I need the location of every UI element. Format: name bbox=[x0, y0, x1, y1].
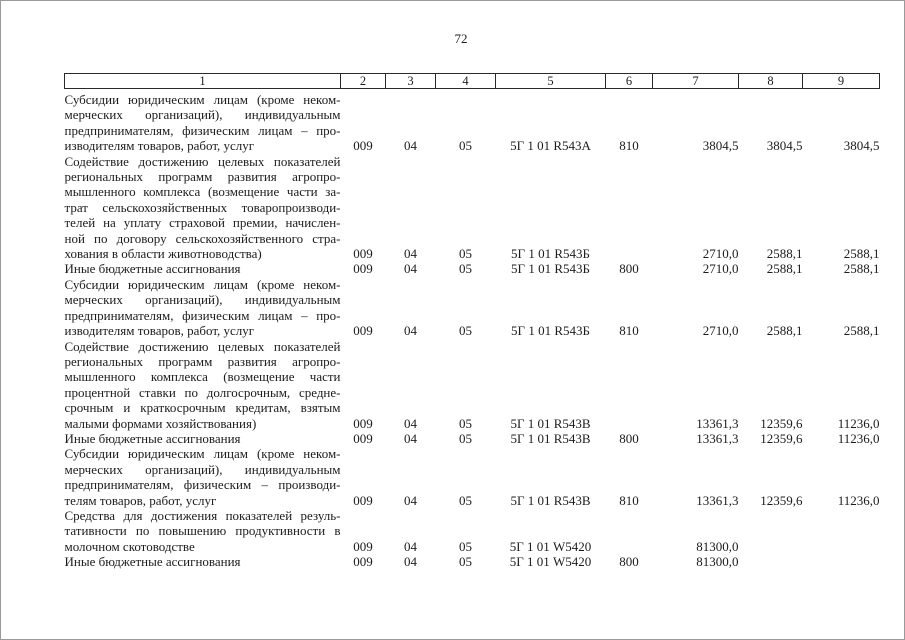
value-cell: 800 bbox=[619, 261, 639, 277]
column-header: 8 bbox=[739, 74, 803, 89]
value-cell: 2710,0 bbox=[702, 261, 739, 277]
value-cell: 810 bbox=[619, 492, 639, 508]
value-cell: 009 bbox=[353, 138, 373, 154]
value-cell: 04 bbox=[404, 415, 417, 431]
value-cell: 5Г 1 01 R543В bbox=[510, 430, 591, 446]
description-cell bbox=[65, 508, 341, 554]
column-header: 3 bbox=[386, 74, 436, 89]
column-header: 5 bbox=[496, 74, 606, 89]
value-cell: 2588,1 bbox=[843, 323, 880, 339]
value-cell bbox=[739, 508, 803, 554]
value-cell: 05 bbox=[459, 415, 472, 431]
description-line: процентной ставки по долгосрочным, средне- bbox=[64, 384, 341, 400]
value-cell: 5Г 1 01 R543Б bbox=[511, 261, 590, 277]
column-header: 9 bbox=[803, 74, 880, 89]
description-line: трат сельскохозяйственных товаропроизводи- bbox=[64, 199, 341, 215]
description-line: Субсидии юридическим лицам (кроме неком- bbox=[64, 446, 341, 462]
description-cell bbox=[65, 554, 341, 569]
description-line: изводителям товаров, работ, услуг bbox=[64, 138, 255, 154]
description-line: хования в области животноводства) bbox=[64, 246, 262, 262]
value-cell: 2588,1 bbox=[843, 261, 880, 277]
value-cell bbox=[606, 339, 653, 431]
value-cell: 2588,1 bbox=[766, 261, 803, 277]
column-header: 6 bbox=[606, 74, 653, 89]
description-line: мышленного комплекса (возмещение части за- bbox=[64, 184, 341, 200]
table-row bbox=[65, 431, 880, 446]
value-cell: 5Г 1 01 W5420 bbox=[509, 554, 592, 570]
value-cell: 3804,5 bbox=[843, 138, 880, 154]
description-line: телей на уплату страховой премии, начислен- bbox=[64, 215, 341, 231]
description-cell bbox=[65, 277, 341, 339]
budget-table bbox=[64, 73, 880, 570]
value-cell: 12359,6 bbox=[760, 430, 803, 446]
table-header-row bbox=[65, 74, 880, 89]
description-line: региональных программ развития агропро- bbox=[64, 353, 341, 369]
description-line: предпринимателям, физическим – производи- bbox=[64, 477, 341, 493]
description-line: мышленного комплекса (возмещение части bbox=[64, 369, 341, 385]
value-cell: 009 bbox=[353, 538, 373, 554]
value-cell: 05 bbox=[459, 246, 472, 262]
value-cell: 009 bbox=[353, 492, 373, 508]
description-line: Средства для достижения показателей резуль- bbox=[64, 507, 341, 523]
value-cell: 2710,0 bbox=[702, 323, 739, 339]
value-cell: 009 bbox=[353, 261, 373, 277]
value-cell: 12359,6 bbox=[760, 492, 803, 508]
value-cell: 81300,0 bbox=[696, 538, 739, 554]
value-cell: 04 bbox=[404, 261, 417, 277]
value-cell: 12359,6 bbox=[760, 415, 803, 431]
description-line: Иные бюджетные ассигнования bbox=[64, 261, 241, 277]
value-cell: 05 bbox=[459, 538, 472, 554]
value-cell: 5Г 1 01 W5420 bbox=[509, 538, 592, 554]
value-cell: 2710,0 bbox=[702, 246, 739, 262]
value-cell: 5Г 1 01 R543Б bbox=[511, 246, 590, 262]
description-line: малыми формами хозяйствования) bbox=[64, 415, 257, 431]
description-line: Субсидии юридическим лицам (кроме неком- bbox=[64, 276, 341, 292]
value-cell: 05 bbox=[459, 323, 472, 339]
description-cell bbox=[65, 431, 341, 446]
value-cell: 11236,0 bbox=[837, 415, 880, 431]
value-cell: 04 bbox=[404, 554, 417, 570]
description-line: Иные бюджетные ассигнования bbox=[64, 430, 241, 446]
value-cell: 04 bbox=[404, 492, 417, 508]
value-cell: 05 bbox=[459, 492, 472, 508]
value-cell: 5Г 1 01 R543В bbox=[510, 415, 591, 431]
value-cell: 05 bbox=[459, 138, 472, 154]
value-cell: 2588,1 bbox=[766, 246, 803, 262]
column-header: 2 bbox=[341, 74, 386, 89]
table-row bbox=[65, 277, 880, 339]
value-cell: 2588,1 bbox=[766, 323, 803, 339]
value-cell: 810 bbox=[619, 323, 639, 339]
value-cell: 3804,5 bbox=[766, 138, 803, 154]
value-cell: 11236,0 bbox=[837, 492, 880, 508]
value-cell: 810 bbox=[619, 138, 639, 154]
description-line: мерческих организаций), индивидуальным bbox=[64, 292, 341, 308]
page-number: 72 bbox=[454, 31, 468, 46]
description-line: мерческих организаций), индивидуальным bbox=[64, 107, 341, 123]
value-cell: 3804,5 bbox=[702, 138, 739, 154]
value-cell: 81300,0 bbox=[696, 554, 739, 570]
value-cell: 800 bbox=[619, 554, 639, 570]
description-line: Содействие достижению целевых показателей bbox=[64, 153, 341, 169]
description-cell bbox=[65, 339, 341, 431]
value-cell: 04 bbox=[404, 246, 417, 262]
value-cell: 5Г 1 01 R543Б bbox=[511, 323, 590, 339]
value-cell: 009 bbox=[353, 415, 373, 431]
value-cell: 009 bbox=[353, 554, 373, 570]
value-cell bbox=[739, 554, 803, 569]
value-cell: 04 bbox=[404, 323, 417, 339]
description-line: региональных программ развития агропро- bbox=[64, 169, 341, 185]
value-cell: 05 bbox=[459, 261, 472, 277]
description-line: телям товаров, работ, услуг bbox=[64, 492, 217, 508]
value-cell: 2588,1 bbox=[843, 246, 880, 262]
table-body bbox=[65, 89, 880, 570]
description-line: срочным и краткосрочным кредитам, взятым bbox=[64, 400, 341, 416]
description-line: молочном скотоводстве bbox=[64, 538, 195, 554]
description-cell bbox=[65, 89, 341, 154]
table-row bbox=[65, 339, 880, 431]
value-cell bbox=[803, 554, 880, 569]
table-row bbox=[65, 89, 880, 154]
value-cell: 5Г 1 01 R543В bbox=[510, 492, 591, 508]
column-header: 7 bbox=[653, 74, 739, 89]
description-line: предпринимателям, физическим лицам – про- bbox=[64, 307, 341, 323]
description-line: ной по договору сельскохозяйственного стра- bbox=[64, 230, 341, 246]
table-row bbox=[65, 261, 880, 276]
column-header: 1 bbox=[65, 74, 341, 89]
value-cell: 05 bbox=[459, 554, 472, 570]
value-cell: 13361,3 bbox=[696, 415, 739, 431]
description-line: предпринимателям, физическим лицам – про- bbox=[64, 122, 341, 138]
description-cell bbox=[65, 446, 341, 508]
value-cell: 13361,3 bbox=[696, 430, 739, 446]
description-cell bbox=[65, 154, 341, 262]
value-cell: 04 bbox=[404, 138, 417, 154]
description-line: Субсидии юридическим лицам (кроме неком- bbox=[64, 92, 341, 107]
value-cell: 13361,3 bbox=[696, 492, 739, 508]
value-cell bbox=[803, 508, 880, 554]
description-line: Иные бюджетные ассигнования bbox=[64, 554, 241, 570]
table-row bbox=[65, 508, 880, 554]
value-cell: 009 bbox=[353, 246, 373, 262]
value-cell: 05 bbox=[459, 430, 472, 446]
table-row bbox=[65, 154, 880, 262]
description-line: тативности по повышению продуктивности в bbox=[64, 523, 341, 539]
value-cell: 009 bbox=[353, 430, 373, 446]
description-line: Содействие достижению целевых показателей bbox=[64, 338, 341, 354]
value-cell: 009 bbox=[353, 323, 373, 339]
value-cell: 800 bbox=[619, 430, 639, 446]
description-line: мерческих организаций), индивидуальным bbox=[64, 461, 341, 477]
description-line: изводителям товаров, работ, услуг bbox=[64, 323, 255, 339]
value-cell: 04 bbox=[404, 430, 417, 446]
table-row bbox=[65, 554, 880, 569]
value-cell bbox=[606, 154, 653, 262]
value-cell: 11236,0 bbox=[837, 430, 880, 446]
value-cell: 5Г 1 01 R543А bbox=[510, 138, 591, 154]
description-cell bbox=[65, 261, 341, 276]
value-cell bbox=[606, 508, 653, 554]
value-cell: 04 bbox=[404, 538, 417, 554]
table-row bbox=[65, 446, 880, 508]
column-header: 4 bbox=[436, 74, 496, 89]
